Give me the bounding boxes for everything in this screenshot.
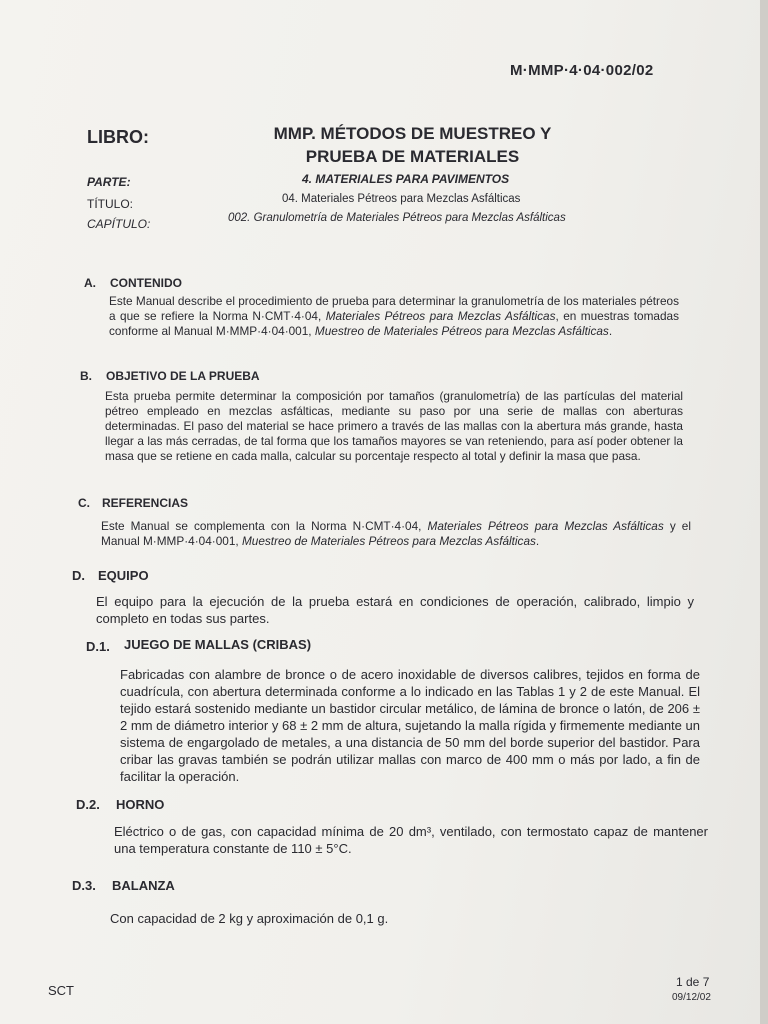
- section-d2-letter: D.2.: [76, 797, 100, 812]
- section-c-title: REFERENCIAS: [102, 496, 189, 510]
- footer-page-number: 1 de 7: [676, 975, 710, 989]
- section-d-letter: D.: [72, 568, 85, 583]
- section-b-title: OBJETIVO DE LA PRUEBA: [106, 369, 260, 383]
- section-c-letter: C.: [78, 496, 90, 510]
- section-a-title: CONTENIDO: [110, 276, 182, 290]
- footer-sct: SCT: [48, 983, 74, 998]
- libro-title-line1: MMP. MÉTODOS DE MUESTREO Y: [273, 124, 552, 143]
- parte-label: PARTE:: [87, 175, 131, 189]
- section-b-text: Esta prueba permite determinar la composición por tamaños (granulometría) de las partículas del material pétreo empleado en mezclas asfálticas, mediante su paso por una serie de mallas con aberturas determinadas. El paso del material se hace primero a través de las mallas con la abertura más grande, hasta llegar a las más cerradas, de tal forma que los tamaños mayores se van reteniendo, para así poder obtener la masa que se retiene en cada malla, calcular su porcentaje respecto al total y definir la masa que pasa.: [105, 389, 683, 463]
- section-d1-letter: D.1.: [86, 639, 110, 654]
- section-a-letter: A.: [84, 276, 96, 290]
- document-code: M·MMP·4·04·002/02: [510, 62, 654, 79]
- section-d3-letter: D.3.: [72, 878, 96, 893]
- section-b-letter: B.: [80, 369, 92, 383]
- section-c-text: Este Manual se complementa con la Norma N·CMT·4·04, Materiales Pétreos para Mezclas Asfálticas y el Manual M·MMP·4·04·001, Muestreo de Materiales Pétreos para Mezclas Asfálticas.: [101, 519, 691, 548]
- section-d-title: EQUIPO: [98, 568, 149, 583]
- section-d1-title: JUEGO DE MALLAS (CRIBAS): [124, 637, 312, 652]
- capitulo-label: CAPÍTULO:: [87, 217, 151, 231]
- section-d3-text: Con capacidad de 2 kg y aproximación de 0,1 g.: [110, 911, 389, 926]
- section-d2-text: Eléctrico o de gas, con capacidad mínima de 20 dm³, ventilado, con termostato capaz de mantener una temperatura constante de 110 ± 5°C.: [114, 824, 708, 856]
- parte-value: 4. MATERIALES PARA PAVIMENTOS: [302, 172, 510, 186]
- titulo-label: TÍTULO:: [87, 197, 134, 211]
- section-d2-title: HORNO: [116, 797, 165, 812]
- section-a-text: Este Manual describe el procedimiento de prueba para determinar la granulometría de los materiales pétreos a que se refiere la Norma N·CMT·4·04, Materiales Pétreos para Mezclas Asfálticas, en muestras tomadas conforme al Manual M·MMP·4·04·001, Muestreo de Materiales Pétreos para Mezclas Asfálticas.: [109, 294, 679, 338]
- titulo-value: 04. Materiales Pétreos para Mezclas Asfálticas: [282, 193, 521, 205]
- capitulo-value: 002. Granulometría de Materiales Pétreos para Mezclas Asfálticas: [228, 212, 566, 224]
- libro-title-line2: PRUEBA DE MATERIALES: [305, 147, 520, 166]
- section-d-text: El equipo para la ejecución de la prueba estará en condiciones de operación, calibrado, limpio y completo en todas sus partes.: [96, 594, 694, 626]
- page-edge-shadow: [760, 0, 768, 1024]
- libro-label: LIBRO:: [87, 127, 149, 147]
- section-d3-title: BALANZA: [112, 878, 175, 893]
- libro-title: [230, 122, 595, 168]
- footer-date: 09/12/02: [672, 992, 711, 1003]
- section-d1-text: Fabricadas con alambre de bronce o de acero inoxidable de diversos calibres, tejidos en forma de cuadrícula, con abertura determinada conforme a lo indicado en las Tablas 1 y 2 de este Manual. El tejido estará sostenido mediante un bastidor circular metálico, de lámina de bronce o latón, de 206 ± 2 mm de diámetro interior y 68 ± 2 mm de altura, sujetando la malla rígida y firmemente mediante un sistema de engargolado de metales, a una distancia de 50 mm del borde superior del bastidor. Para cribar las gravas también se podrán utilizar mallas con marco de 400 mm o más por lado, a fin de facilitar la operación.: [120, 667, 700, 784]
